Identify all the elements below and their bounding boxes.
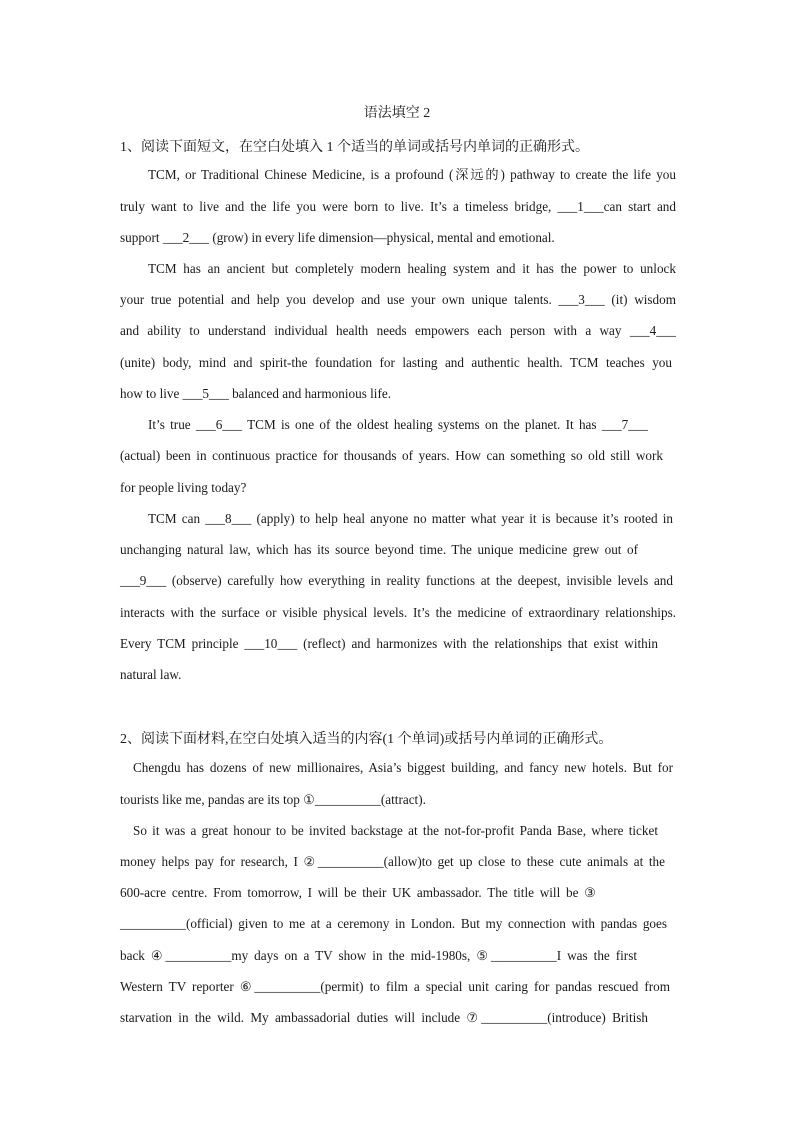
s1-line-2: truly want to live and the life you were born to live. It’s a timeless bridge, ___1___can start and — [120, 199, 676, 214]
s1-line-12: TCM can ___8___ (apply) to help heal anyone no matter what year it is because it’s rooted in — [148, 511, 673, 526]
s1-line-15: interacts with the surface or visible physical levels. It’s the medicine of extraordinary relationships. — [120, 605, 676, 620]
s2-line-6: __________(official) given to me at a ceremony in London. But my connection with pandas goes — [120, 916, 667, 931]
s1-line-8: how to live ___5___ balanced and harmonious life. — [120, 386, 392, 401]
s1-line-16: Every TCM principle ___10___ (reflect) and harmonizes with the relationships that exist within — [120, 636, 658, 651]
s2-line-3: So it was a great honour to be invited backstage at the not-for-profit Panda Base, where ticket — [133, 823, 658, 838]
s1-line-1: TCM, or Traditional Chinese Medicine, is a profound (深远的) pathway to create the life you — [148, 167, 676, 182]
s2-line-9: starvation in the wild. My ambassadorial duties will include ⑦__________(introduce) British — [120, 1010, 648, 1025]
s2-line-7: back ④__________my days on a TV show in the mid-1980s, ⑤__________I was the first — [120, 948, 637, 963]
s1-line-4: TCM has an ancient but completely modern healing system and it has the power to unlock — [148, 261, 676, 276]
s1-line-5: your true potential and help you develop and use your own unique talents. ___3___ (it) wisdom — [120, 292, 676, 307]
s2-line-2: tourists like me, pandas are its top ①__________(attract). — [120, 792, 426, 807]
s1-line-9: It’s true ___6___ TCM is one of the oldest healing systems on the planet. It has ___7___ — [148, 417, 648, 432]
s2-line-4: money helps pay for research, I ②__________(allow)to get up close to these cute animals at the — [120, 854, 665, 869]
s1-line-10: (actual) been in continuous practice for thousands of years. How can something so old still work — [120, 448, 663, 463]
section1-heading: 1、阅读下面短文，在空白处填入 1 个适当的单词或括号内单词的正确形式。 — [120, 140, 589, 155]
section2-heading: 2、阅读下面材料,在空白处填入适当的内容(1 个单词)或括号内单词的正确形式。 — [120, 732, 613, 747]
s1-line-17: natural law. — [120, 667, 182, 682]
page-title: 语法填空 2 — [363, 106, 431, 121]
s1-line-11: for people living today? — [120, 480, 247, 495]
s1-line-7: (unite) body, mind and spirit-the foundation for lasting and authentic health. TCM teaches you — [120, 355, 672, 370]
s1-line-14: ___9___ (observe) carefully how everything in reality functions at the deepest, invisible levels and — [120, 573, 673, 588]
s2-line-5: 600-acre centre. From tomorrow, I will be their UK ambassador. The title will be ③ — [120, 885, 596, 900]
s2-line-1: Chengdu has dozens of new millionaires, Asia’s biggest building, and fancy new hotels. But for — [133, 760, 673, 775]
s1-line-13: unchanging natural law, which has its source beyond time. The unique medicine grew out of — [120, 542, 638, 557]
s2-line-8: Western TV reporter ⑥__________(permit) to film a special unit caring for pandas rescued from — [120, 979, 670, 994]
s1-line-3: support ___2___ (grow) in every life dimension—physical, mental and emotional. — [120, 230, 555, 245]
s1-line-6: and ability to understand individual health needs empowers each person with a way ___4___ — [120, 323, 676, 338]
